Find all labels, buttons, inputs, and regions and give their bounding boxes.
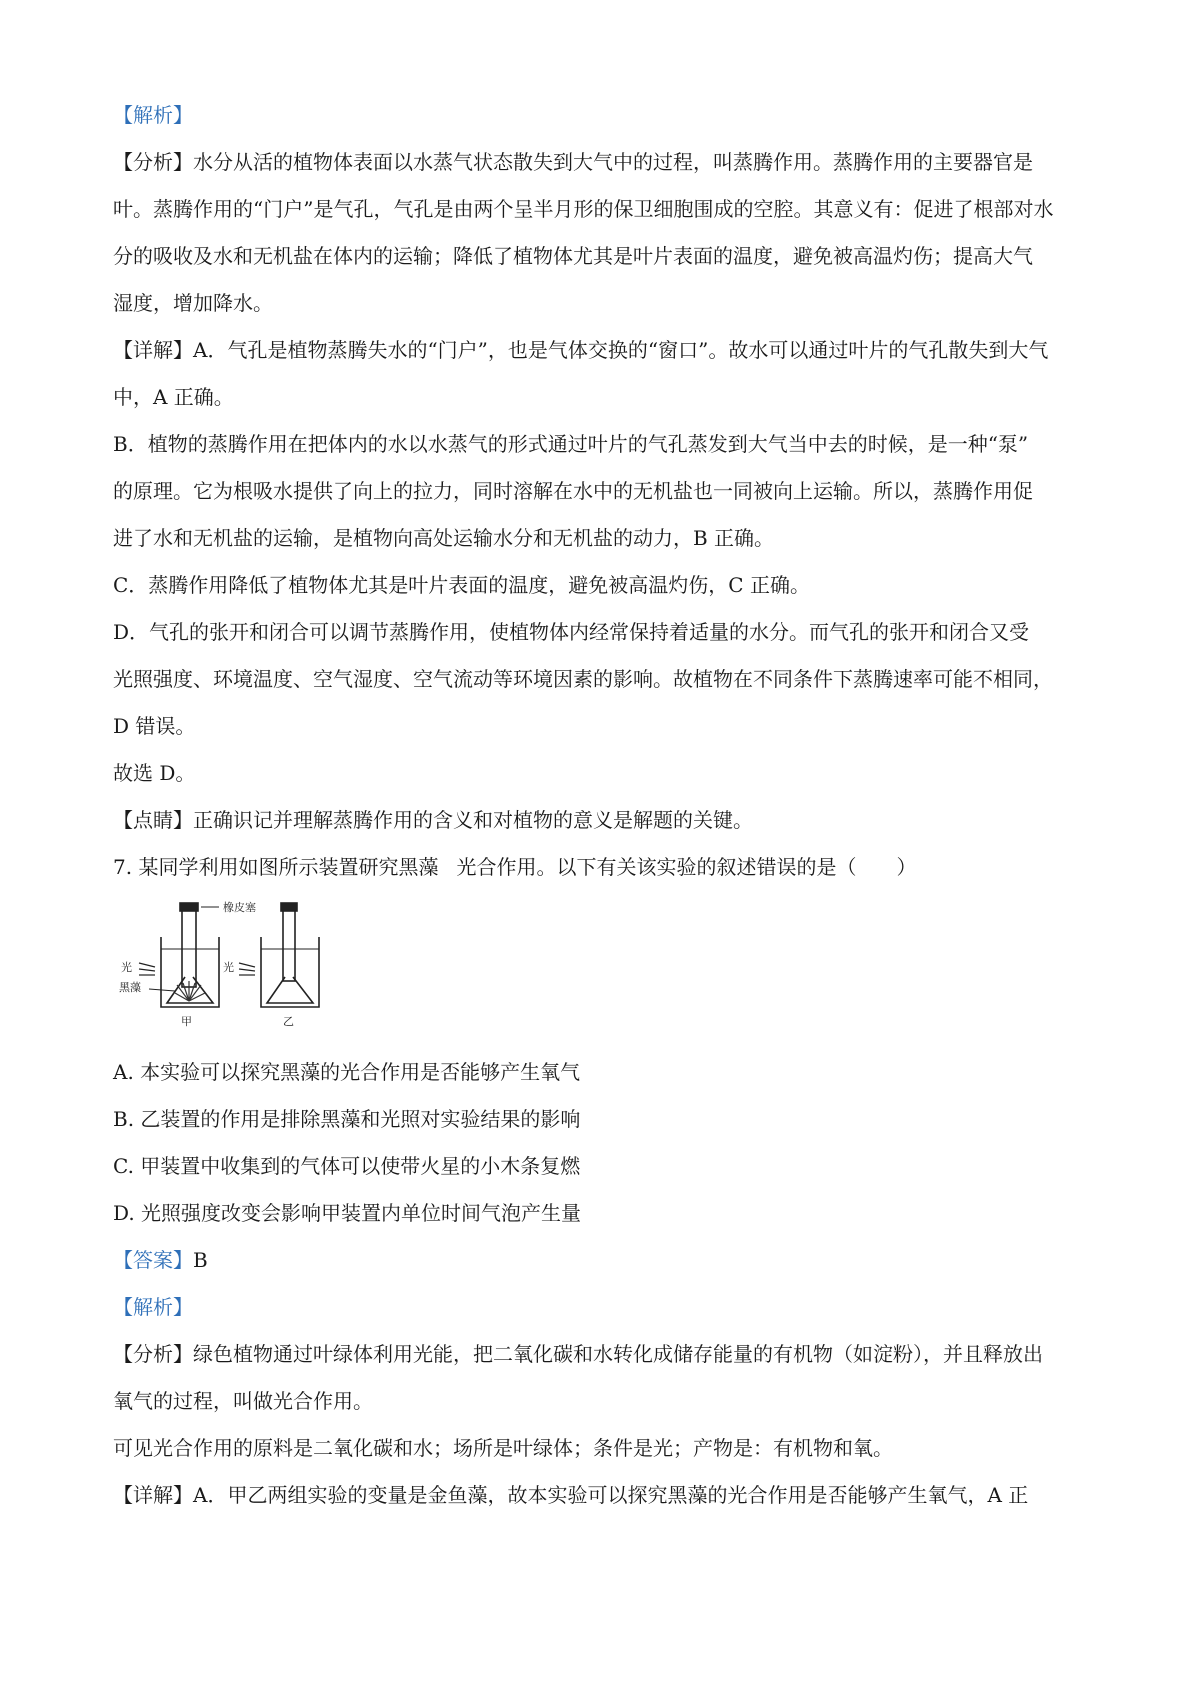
apparatus-diagram [119,897,339,1037]
beaker-yi [261,937,319,1007]
detail-paragraph-line: C．蒸腾作用降低了植物体尤其是叶片表面的温度，避免被高温灼伤，C 正确。 [113,573,810,597]
option-d: D. 光照强度改变会影响甲装置内单位时间气泡产生量 [113,1201,582,1225]
detail-paragraph-line: 中，A 正确。 [113,385,234,409]
analysis-paragraph-line: 湿度，增加降水。 [113,291,273,315]
analysis-label: 【分析】 [113,1342,193,1366]
detail-paragraph-line: B．植物的蒸腾作用在把体内的水以水蒸气的形式通过叶片的气孔蒸发到大气当中去的时候，是一种“泵” [113,432,1029,456]
q7-analysis-line: 【分析】绿色植物通过叶绿体利用光能，把二氧化碳和水转化成储存能量的有机物（如淀粉），并且释放出 [113,1342,1043,1366]
detail-paragraph-line: 光照强度、环境温度、空气湿度、空气流动等环境因素的影响。故植物在不同条件下蒸腾速率可能不相同， [113,667,1053,691]
detail-paragraph-line: 【详解】A．气孔是植物蒸腾失水的“门户”，也是气体交换的“窗口”。故水可以通过叶片的气孔散失到大气 [113,338,1049,362]
label-jia: 甲 [181,1015,192,1028]
stopper-yi [281,903,297,911]
test-tube-jia [182,907,196,987]
detail-paragraph-line: 进了水和无机盐的运输，是植物向高处运输水分和无机盐的动力，B 正确。 [113,526,775,550]
answer-value: B [193,1248,208,1272]
test-tube-yi [283,907,295,981]
detail-paragraph-line: 的原理。它为根吸水提供了向上的拉力，同时溶解在水中的无机盐也一同被向上运输。所以，蒸腾作用促 [113,479,1033,503]
q7-analysis-line: 氧气的过程，叫做光合作用。 [113,1389,373,1413]
question-7-stem: 7. 某同学利用如图所示装置研究黑藻 光合作用。以下有关该实验的叙述错误的是（ ） [113,855,917,879]
label-alga: 黑藻 [119,981,141,994]
analysis-heading: 【解析】 [113,1295,193,1319]
detail-label: 【详解】 [113,338,193,362]
stopper-jia [180,903,198,911]
analysis-label: 【分析】 [113,150,193,174]
answer-label: 【答案】 [113,1248,193,1272]
option-c: C. 甲装置中收集到的气体可以使带火星的小木条复燃 [113,1154,581,1178]
light-arrows [139,963,255,975]
detail-paragraph-line: D．气孔的张开和闭合可以调节蒸腾作用，使植物体内经常保持着适量的水分。而气孔的张开和闭合又受 [113,620,1030,644]
option-a: A. 本实验可以探究黑藻的光合作用是否能够产生氧气 [113,1060,581,1084]
experiment-figure [113,897,1103,1037]
tip-label: 【点睛】 [113,808,193,832]
answer-line [113,1237,1103,1284]
conclusion-line: 故选 D。 [113,761,196,785]
document-page [113,92,1103,1519]
label-light-right: 光 [223,961,234,974]
detail-paragraph-line: D 错误。 [113,714,196,738]
analysis-paragraph-line: 分的吸收及水和无机盐在体内的运输；降低了植物体尤其是叶片表面的温度，避免被高温灼伤；提高大气 [113,244,1033,268]
option-b: B. 乙装置的作用是排除黑藻和光照对实验结果的影响 [113,1107,581,1131]
tip-paragraph: 【点睛】正确识记并理解蒸腾作用的含义和对植物的意义是解题的关键。 [113,808,753,832]
analysis-paragraph-line: 叶。蒸腾作用的“门户”是气孔，气孔是由两个呈半月形的保卫细胞围成的空腔。其意义有：促进了根部对水 [113,197,1054,221]
label-stopper: 橡皮塞 [223,901,256,914]
analysis-paragraph-line: 【分析】水分从活的植物体表面以水蒸气状态散失到大气中的过程，叫蒸腾作用。蒸腾作用的主要器官是 [113,150,1033,174]
detail-label: 【详解】 [113,1483,193,1507]
label-light-left: 光 [121,961,132,974]
q7-detail-line: 【详解】A．甲乙两组实验的变量是金鱼藻，故本实验可以探究黑藻的光合作用是否能够产生氧气，A 正 [113,1483,1029,1507]
analysis-heading: 【解析】 [113,103,193,127]
q7-analysis-line: 可见光合作用的原料是二氧化碳和水；场所是叶绿体；条件是光；产物是：有机物和氧。 [113,1436,893,1460]
label-yi: 乙 [283,1015,294,1028]
